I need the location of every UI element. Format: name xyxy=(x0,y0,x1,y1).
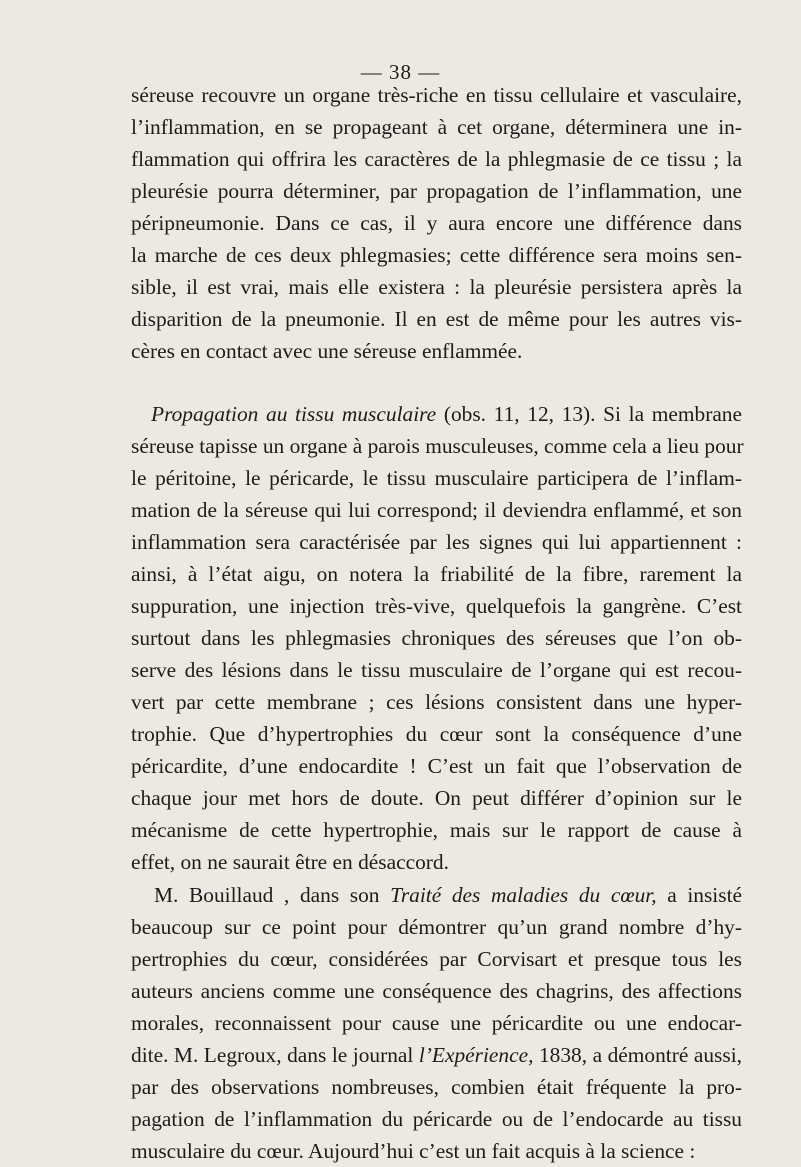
text-line: suppuration, une injection très-vive, quelquefois la gangrène. C’est xyxy=(131,594,742,618)
text-line: disparition de la pneumonie. Il en est de même pour les autres vis- xyxy=(131,307,742,331)
section-heading-line xyxy=(151,398,742,430)
text-line: musculaire du cœur. Aujourd’hui c’est un fait acquis à la science : xyxy=(131,1139,696,1163)
text-line: par des observations nombreuses, combien était fréquente la pro- xyxy=(131,1075,742,1099)
text-line: sible, il est vrai, mais elle existera : la pleurésie persistera après la xyxy=(131,275,742,299)
text-line: mécanisme de cette hypertrophie, mais sur le rapport de cause à xyxy=(131,818,742,842)
text-line: pleurésie pourra déterminer, par propagation de l’inflammation, une xyxy=(131,179,742,203)
text-line: auteurs anciens comme une conséquence des chagrins, des affections xyxy=(131,979,742,1003)
text-line: inflammation sera caractérisée par les signes qui lui appartiennent : xyxy=(131,530,742,554)
text-line: effet, on ne saurait être en désaccord. xyxy=(131,850,449,874)
text-line: vert par cette membrane ; ces lésions consistent dans une hyper- xyxy=(131,690,742,714)
text-line: péricardite, d’une endocardite ! C’est un fait que l’observation de xyxy=(131,754,742,778)
text-line: mation de la séreuse qui lui correspond; il deviendra enflammé, et son xyxy=(131,498,742,522)
text-line: surtout dans les phlegmasies chroniques des séreuses que l’on ob- xyxy=(131,626,742,650)
text-line: péripneumonie. Dans ce cas, il y aura encore une différence dans xyxy=(131,211,742,235)
text-line: séreuse tapisse un organe à parois musculeuses, comme cela a lieu pour xyxy=(131,434,744,458)
text-line: la marche de ces deux phlegmasies; cette différence sera moins sen- xyxy=(131,243,742,267)
book-title: Traité des maladies du cœur, xyxy=(390,883,657,907)
text-line: le péritoine, le péricarde, le tissu musculaire participera de l’inflam- xyxy=(131,466,742,490)
text-line: pertrophies du cœur, considérées par Corvisart et presque tous les xyxy=(131,947,742,971)
text-line: beaucoup sur ce point pour démontrer qu’un grand nombre d’hy- xyxy=(131,915,742,939)
text-fragment: a insisté xyxy=(656,883,743,907)
text-line: ainsi, à l’état aigu, on notera la friabilité de la fibre, rarement la xyxy=(131,562,742,586)
text-line: pagation de l’inflammation du péricarde ou de l’endocarde au tissu xyxy=(131,1107,742,1131)
page-number: — 38 — xyxy=(360,60,441,84)
journal-title: l’Expérience, xyxy=(418,1043,534,1067)
text-line: serve des lésions dans le tissu musculaire de l’organe qui est recou- xyxy=(131,658,742,682)
text-fragment: dite. M. Legroux, dans le journal xyxy=(131,1043,419,1067)
text-fragment: M. Bouillaud , dans son xyxy=(154,883,391,907)
text-line: flammation qui offrira les caractères de la phlegmasie de ce tissu ; la xyxy=(131,147,742,171)
section-heading-rest: (obs. 11, 12, 13). Si la membrane xyxy=(436,402,743,426)
text-line xyxy=(154,879,742,911)
text-line xyxy=(131,1039,742,1071)
text-line: séreuse recouvre un organe très-riche en tissu cellulaire et vasculaire, xyxy=(131,83,742,107)
section-heading: Propagation au tissu musculaire xyxy=(151,402,437,426)
text-line: trophie. Que d’hypertrophies du cœur sont la conséquence d’une xyxy=(131,722,742,746)
text-fragment: 1838, a démontré aussi, xyxy=(533,1043,742,1067)
text-line: cères en contact avec une séreuse enflammée. xyxy=(131,339,523,363)
text-line: chaque jour met hors de doute. On peut différer d’opinion sur le xyxy=(131,786,742,810)
text-line: morales, reconnaissent pour cause une péricardite ou une endocar- xyxy=(131,1011,742,1035)
text-line: l’inflammation, en se propageant à cet organe, déterminera une in- xyxy=(131,115,742,139)
